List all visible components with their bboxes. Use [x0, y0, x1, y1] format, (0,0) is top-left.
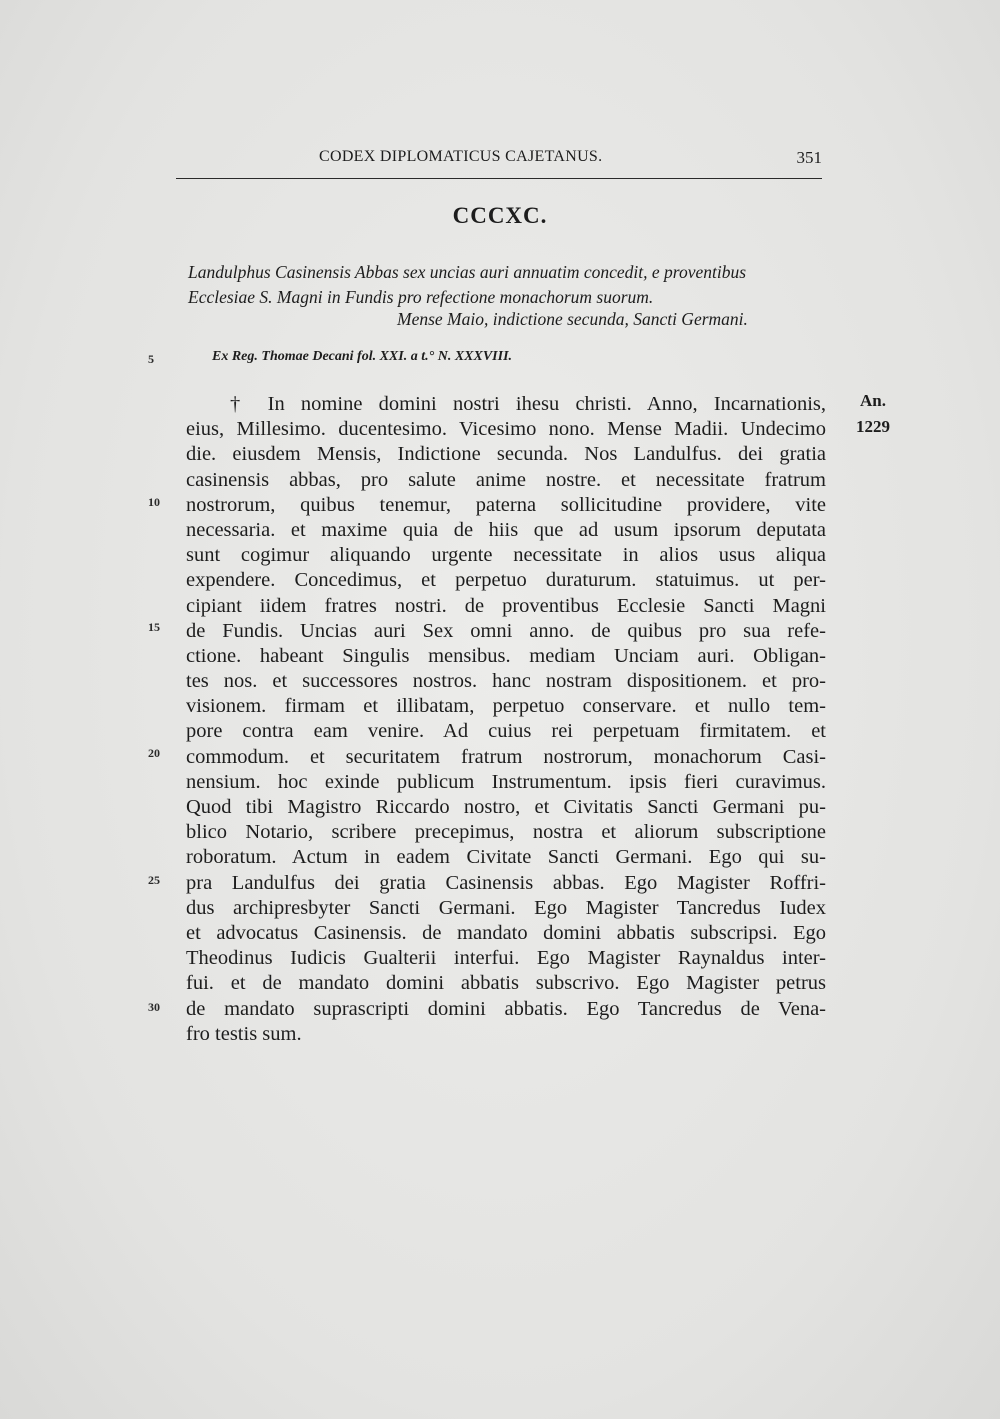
text-line: Quod tibi Magistro Riccardo nostro, et Civitatis Sancti Germani pu-: [186, 796, 826, 818]
text-line: de mandato suprascripti domini abbatis. Ego Tancredus de Vena-: [186, 997, 826, 1020]
text-line: pore contra eam venire. Ad cuius rei perpetuam firmitatem. et: [186, 720, 826, 743]
running-title: CODEX DIPLOMATICUS CAJETANUS.: [319, 148, 603, 165]
text-line: de Fundis. Uncias auri Sex omni anno. de quibus pro sua refe-: [186, 619, 826, 642]
text-line: visionem. firmam et illibatam, perpetuo conservare. et nullo tem-: [186, 695, 826, 718]
text-line: tes nos. et successores nostros. hanc nostram dispositionem. et pro-: [186, 670, 826, 693]
text-line: pra Landulfus dei gratia Casinensis abbas. Ego Magister Roffri-: [186, 871, 826, 894]
line-number: 5: [148, 352, 154, 366]
text-line: ctione. habeant Singulis mensibus. mediam Unciam auri. Obligan-: [186, 644, 826, 667]
text-line: fro testis sum.: [186, 1022, 302, 1045]
source-reference: Ex Reg. Thomae Decani fol. XXI. a t.° N. XXXVIII.: [212, 349, 513, 364]
document-number: CCCXC.: [452, 203, 548, 228]
line-number: 10: [148, 495, 160, 509]
year-label: An.: [860, 391, 886, 410]
text-line: die. eiusdem Mensis, Indictione secunda. Nos Landulfus. dei gratia: [186, 443, 826, 466]
text-line: sunt cogimur aliquando urgente necessitate in alios usus aliqua: [186, 544, 826, 567]
text-line: roboratum. Actum in eadem Civitate Sancti Germani. Ego qui su-: [186, 846, 826, 869]
text-line: Theodinus Iudicis Gualterii interfui. Ego Magister Raynaldus inter-: [186, 947, 826, 970]
text-line: cipiant iidem fratres nostri. de proventibus Ecclesie Sancti Magni: [186, 594, 826, 617]
charter-text: [186, 392, 826, 1047]
year-value: 1229: [856, 417, 890, 436]
summary-line-2: Ecclesiae S. Magni in Fundis pro refectione monachorum suorum.: [188, 287, 654, 307]
text-line: commodum. et securitatem fratrum nostrorum, monachorum Casi-: [186, 745, 826, 768]
text-line: casinensis abbas, pro salute anime nostre. et necessitate fratrum: [186, 468, 826, 491]
date-line: Mense Maio, indictione secunda, Sancti Germani.: [397, 309, 748, 329]
line-number: 20: [148, 746, 160, 760]
text-line: eius, Millesimo. ducentesimo. Vicesimo nono. Mense Madii. Undecimo: [186, 418, 826, 441]
text-line: et advocatus Casinensis. de mandato domini abbatis subscripsi. Ego: [186, 921, 826, 944]
margin-year: [843, 388, 903, 440]
running-head: [176, 148, 822, 179]
summary-line-1: Landulphus Casinensis Abbas sex uncias auri annuatim concedit, e proventibus: [188, 262, 747, 282]
text-line: blico Notario, scribere precepimus, nostra et aliorum subscriptione: [186, 821, 826, 844]
line-number: 25: [148, 873, 160, 887]
text-line: † In nomine domini nostri ihesu christi. Anno, Incarnationis,: [230, 393, 826, 415]
text-line: nensium. hoc exinde publicum Instrumentum. ipsis fieri curavimus.: [186, 770, 826, 793]
line-number: 30: [148, 1000, 160, 1014]
text-line: necessaria. et maxime quia de hiis que ad usum ipsorum deputata: [186, 518, 826, 541]
page-number: 351: [796, 148, 822, 167]
text-line: fui. et de mandato domini abbatis subscrivo. Ego Magister petrus: [186, 972, 826, 995]
text-line: nostrorum, quibus tenemur, paterna sollicitudine providere, vite: [186, 493, 826, 516]
line-number: 15: [148, 620, 160, 634]
summary: [188, 260, 828, 307]
text-line: expendere. Concedimus, et perpetuo duraturum. statuimus. ut per-: [186, 569, 826, 592]
text-line: dus archipresbyter Sancti Germani. Ego Magister Tancredus Iudex: [186, 896, 826, 919]
